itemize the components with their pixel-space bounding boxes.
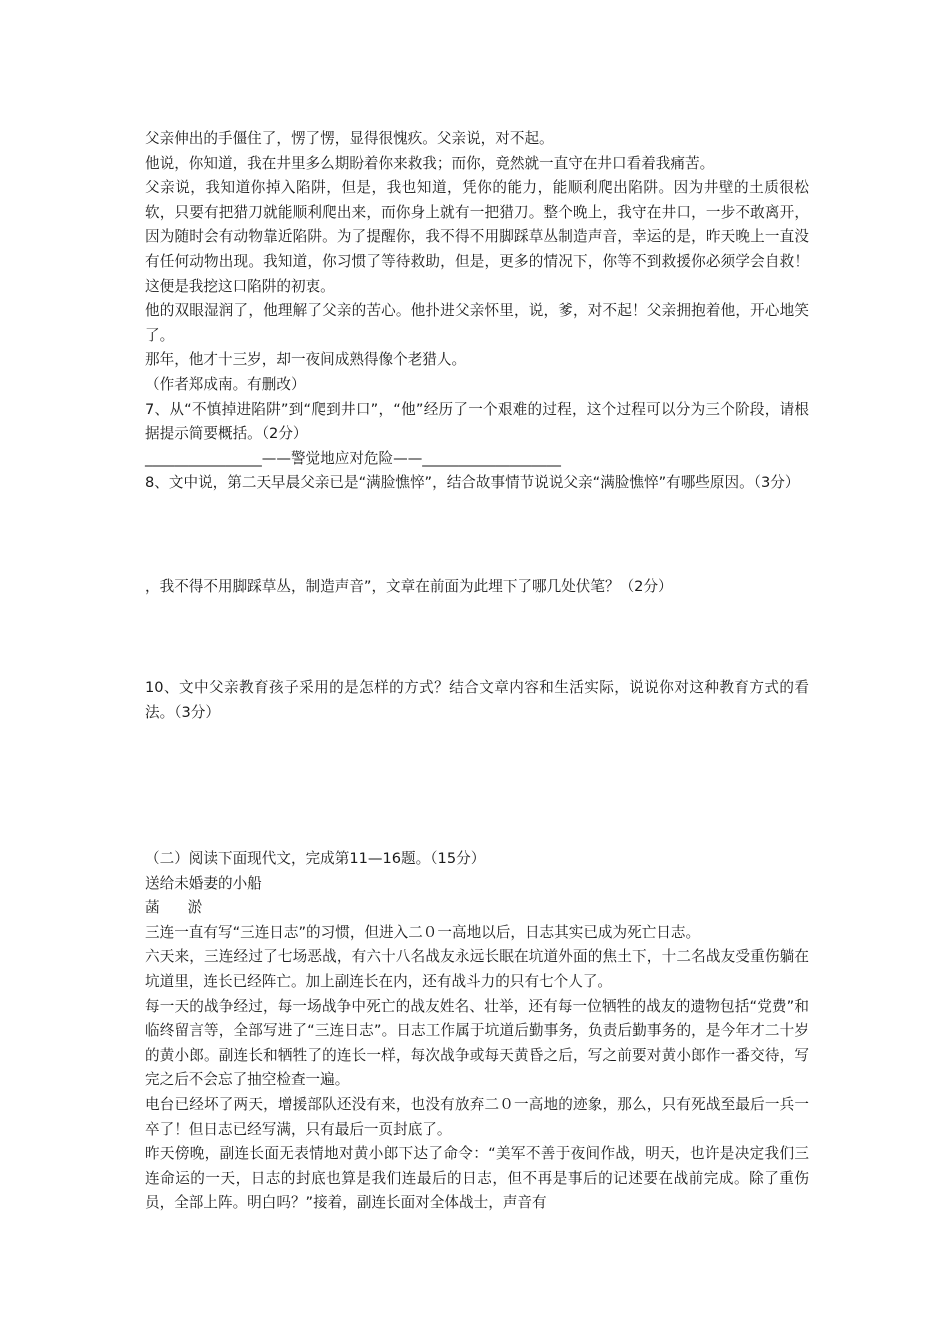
paragraph: 每一天的战争经过，每一场战争中死亡的战友姓名、壮举，还有每一位牺牲的战友的遗物包括“党费”和临终留言等，全部写进了“三连日志”。日志工作属于坑道后勤事务，负责后勤事务的，是今年才二十岁的黄小郎。副连长和牺牲了的连长一样，每次战争或每天黄昏之后，写之前要对黄小郎作一番交待，写完之后不会忘了抽空检查一遍。: [145, 997, 809, 1089]
paragraph: 那年，他才十三岁，却一夜间成熟得像个老猎人。: [145, 351, 467, 369]
source-note: （作者郑成南。有删改）: [145, 375, 306, 393]
question-7: 7、从“不慎掉进陷阱”到“爬到井口”，“他”经历了一个艰难的过程，这个过程可以分为三个阶段，请根据提示简要概括。（2分）: [145, 400, 809, 443]
passage-one: [145, 127, 809, 496]
paragraph: 他的双眼湿润了，他理解了父亲的苦心。他扑进父亲怀里，说，爹，对不起！父亲拥抱着他，开心地笑了。: [145, 302, 809, 344]
question-8: 8、文中说，第二天早晨父亲已是“满脸憔悴”，结合故事情节说说父亲“满脸憔悴”有哪些原因。（3分）: [145, 474, 800, 492]
section-heading: （二）阅读下面现代文，完成第11—16题。（15分）: [145, 850, 486, 867]
question-9-area: [145, 575, 809, 600]
question-10-area: [145, 676, 809, 725]
article-title: 送给未婚妻的小船: [145, 874, 262, 892]
article-author: [145, 896, 809, 921]
question-9: ，我不得不用脚踩草丛，制造声音”，文章在前面为此埋下了哪几处伏笔？（2分）: [145, 578, 673, 595]
paragraph: 父亲伸出的手僵住了，愣了愣，显得很愧疚。父亲说，对不起。: [145, 130, 554, 147]
paragraph: 父亲说，我知道你掉入陷阱，但是，我也知道，凭你的能力，能顺利爬出陷阱。因为井壁的土质很松软，只要有把猎刀就能顺利爬出来，而你身上就有一把猎刀。整个晚上，我守在井口，一步不敢离开，因为随时会有动物靠近陷阱。为了提醒你，我不得不用脚踩草丛制造声音，幸运的是，昨天晚上一直没有任何动物出现。我知道，你习惯了等待救助，但是，更多的情况下，你等不到救援你必须学会自救！这便是我挖这口陷阱的初衷。: [145, 179, 809, 295]
author-char: 淤: [187, 899, 203, 917]
section-two: [145, 847, 809, 1216]
question-10: 10、文中父亲教育孩子采用的是怎样的方式？结合文章内容和生活实际，说说你对这种教育方式的看法。（3分）: [145, 679, 809, 721]
paragraph: 六天来，三连经过了七场恶战，有六十八名战友永远长眠在坑道外面的焦土下，十二名战友受重伤躺在坑道里，连长已经阵亡。加上副连长在内，还有战斗力的只有七个人了。: [145, 948, 809, 990]
paragraph: 电台已经坏了两天，增援部队还没有来，也没有放弃二０一高地的迹象，那么，只有死战至最后一兵一卒了！但日志已经写满，只有最后一页封底了。: [145, 1095, 809, 1138]
paragraph: 昨天傍晚，副连长面无表情地对黄小郎下达了命令：“美军不善于夜间作战，明天，也许是决定我们三连命运的一天，日志的封底也算是我们连最后的日志，但不再是事后的记述要在战前完成。除了重伤员，全部上阵。明白吗？”接着，副连长面对全体战士，声音有: [145, 1145, 809, 1212]
paragraph: 三连一直有写“三连日志”的习惯，但进入二０一高地以后，日志其实已成为死亡日志。: [145, 923, 701, 941]
question-7-answer-blanks: ________________——警觉地应对危险——___________________: [145, 449, 561, 467]
paragraph: 他说，你知道，我在井里多么期盼着你来救我；而你，竟然就一直守在井口看着我痛苦。: [145, 154, 715, 172]
author-char: 菡: [145, 899, 160, 917]
